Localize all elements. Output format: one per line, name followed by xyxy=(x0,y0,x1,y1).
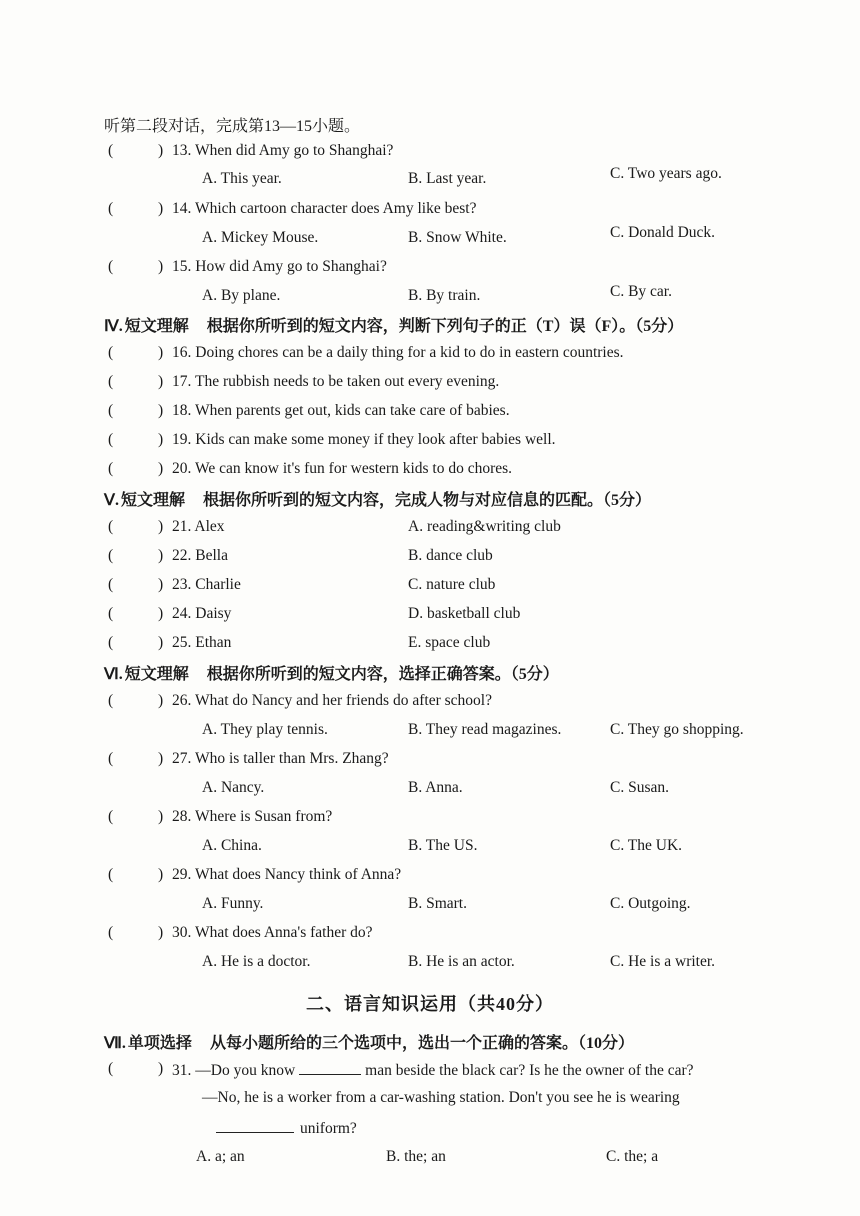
question-text: 30. What does Anna's father do? xyxy=(172,924,373,941)
answer-paren-left: ( xyxy=(108,460,114,477)
option-c: C. The UK. xyxy=(610,837,683,854)
answer-paren-right: ) xyxy=(158,924,164,941)
person-name: 23. Charlie xyxy=(172,576,241,593)
answer-paren-left: ( xyxy=(108,634,114,651)
question-text: 31. —Do you know man beside the black car? Is he the owner of the car? xyxy=(172,1062,694,1079)
option-a: A. China. xyxy=(202,837,262,854)
question-row xyxy=(0,924,860,950)
options-row xyxy=(0,895,860,921)
options-row xyxy=(0,721,860,747)
match-row xyxy=(0,547,860,573)
part-title: 二、语言知识运用（共40分） xyxy=(306,994,554,1014)
option-a: A. Mickey Mouse. xyxy=(202,229,319,246)
question-row xyxy=(0,808,860,834)
answer-paren-right: ) xyxy=(158,402,164,419)
match-row xyxy=(0,634,860,660)
section-heading-6: Ⅵ. 短文理解 根据你所听到的短文内容，选择正确答案。（5分） xyxy=(104,666,559,683)
option-b: B. By train. xyxy=(408,287,481,304)
match-option: A. reading&writing club xyxy=(408,518,561,535)
section-heading-4: Ⅳ. 短文理解 根据你所听到的短文内容，判断下列句子的正（T）误（F）。（5分） xyxy=(104,318,684,335)
question-text: 27. Who is taller than Mrs. Zhang? xyxy=(172,750,389,767)
answer-paren-left: ( xyxy=(108,605,114,622)
option-a: A. Funny. xyxy=(202,895,264,912)
answer-paren-right: ) xyxy=(158,547,164,564)
option-a: A. He is a doctor. xyxy=(202,953,311,970)
question-row xyxy=(0,866,860,892)
match-option: C. nature club xyxy=(408,576,496,593)
answer-paren-right: ) xyxy=(158,200,164,217)
option-c: C. He is a writer. xyxy=(610,953,716,970)
answer-paren-right: ) xyxy=(158,634,164,651)
question-text-continued: uniform? xyxy=(216,1118,357,1138)
option-b: B. the; an xyxy=(386,1148,446,1165)
answer-paren-left: ( xyxy=(108,373,114,390)
question-text: 13. When did Amy go to Shanghai? xyxy=(172,142,394,159)
question-row xyxy=(0,1060,860,1086)
option-b: B. They read magazines. xyxy=(408,721,562,738)
options-row xyxy=(0,953,860,979)
tf-row xyxy=(0,373,860,399)
question-row xyxy=(0,692,860,718)
option-a: A. By plane. xyxy=(202,287,281,304)
statement-text: 20. We can know it's fun for western kids to do chores. xyxy=(172,460,513,477)
answer-blank[interactable] xyxy=(299,1060,361,1075)
answer-paren-left: ( xyxy=(108,200,114,217)
intro-line xyxy=(0,113,860,139)
statement-text: 18. When parents get out, kids can take care of babies. xyxy=(172,402,510,419)
answer-blank[interactable] xyxy=(216,1118,294,1133)
match-row xyxy=(0,605,860,631)
match-option: E. space club xyxy=(408,634,491,651)
options-row xyxy=(0,165,860,196)
question-row xyxy=(0,142,860,168)
answer-paren-left: ( xyxy=(108,142,114,159)
question-text: 26. What do Nancy and her friends do after school? xyxy=(172,692,492,709)
tf-row xyxy=(0,344,860,370)
answer-paren-right: ) xyxy=(158,1060,164,1077)
question-text-continued: —No, he is a worker from a car-washing station. Don't you see he is wearing xyxy=(202,1089,680,1106)
answer-paren-left: ( xyxy=(108,576,114,593)
answer-paren-right: ) xyxy=(158,605,164,622)
answer-paren-left: ( xyxy=(108,692,114,709)
question-row xyxy=(0,258,860,284)
answer-paren-left: ( xyxy=(108,402,114,419)
answer-paren-right: ) xyxy=(158,431,164,448)
tf-row xyxy=(0,402,860,428)
option-a: A. This year. xyxy=(202,170,282,187)
option-a: A. a; an xyxy=(196,1148,245,1165)
answer-paren-right: ) xyxy=(158,692,164,709)
tf-row xyxy=(0,431,860,457)
options-row xyxy=(0,224,860,255)
options-row xyxy=(0,837,860,863)
answer-paren-left: ( xyxy=(108,1060,114,1077)
option-c: C. Susan. xyxy=(610,779,669,796)
option-b: B. Smart. xyxy=(408,895,467,912)
option-c: C. By car. xyxy=(610,283,672,300)
options-row xyxy=(0,779,860,805)
answer-paren-right: ) xyxy=(158,866,164,883)
option-c: C. Outgoing. xyxy=(610,895,691,912)
option-b: B. He is an actor. xyxy=(408,953,515,970)
match-row xyxy=(0,518,860,544)
answer-paren-left: ( xyxy=(108,750,114,767)
answer-paren-right: ) xyxy=(158,750,164,767)
options-row xyxy=(0,1148,860,1174)
tf-row xyxy=(0,460,860,486)
answer-paren-right: ) xyxy=(158,344,164,361)
answer-paren-right: ) xyxy=(158,142,164,159)
options-row xyxy=(0,283,860,313)
option-b: B. The US. xyxy=(408,837,478,854)
person-name: 25. Ethan xyxy=(172,634,232,651)
option-c: C. Two years ago. xyxy=(610,165,722,182)
answer-paren-right: ) xyxy=(158,258,164,275)
match-option: B. dance club xyxy=(408,547,493,564)
option-c: C. Donald Duck. xyxy=(610,224,716,241)
option-a: A. Nancy. xyxy=(202,779,265,796)
statement-text: 17. The rubbish needs to be taken out every evening. xyxy=(172,373,500,390)
answer-paren-right: ) xyxy=(158,576,164,593)
answer-paren-right: ) xyxy=(158,460,164,477)
option-c: C. the; a xyxy=(606,1148,659,1165)
option-c: C. They go shopping. xyxy=(610,721,744,738)
question-text: 29. What does Nancy think of Anna? xyxy=(172,866,402,883)
answer-paren-left: ( xyxy=(108,431,114,448)
statement-text: 19. Kids can make some money if they look after babies well. xyxy=(172,431,556,448)
option-b: B. Anna. xyxy=(408,779,463,796)
option-b: B. Snow White. xyxy=(408,229,507,246)
match-row xyxy=(0,576,860,602)
question-row xyxy=(0,200,860,226)
question-text: 14. Which cartoon character does Amy like best? xyxy=(172,200,477,217)
answer-paren-right: ) xyxy=(158,518,164,535)
answer-paren-left: ( xyxy=(108,808,114,825)
answer-paren-left: ( xyxy=(108,344,114,361)
person-name: 24. Daisy xyxy=(172,605,232,622)
question-row xyxy=(0,750,860,776)
answer-paren-left: ( xyxy=(108,518,114,535)
match-option: D. basketball club xyxy=(408,605,521,622)
option-a: A. They play tennis. xyxy=(202,721,328,738)
person-name: 22. Bella xyxy=(172,547,228,564)
answer-paren-left: ( xyxy=(108,866,114,883)
answer-paren-right: ) xyxy=(158,373,164,390)
question-text: 15. How did Amy go to Shanghai? xyxy=(172,258,387,275)
answer-paren-left: ( xyxy=(108,924,114,941)
answer-paren-left: ( xyxy=(108,547,114,564)
section-heading-7: Ⅶ. 单项选择 从每小题所给的三个选项中，选出一个正确的答案。（10分） xyxy=(104,1035,634,1052)
option-b: B. Last year. xyxy=(408,170,487,187)
person-name: 21. Alex xyxy=(172,518,225,535)
question-text: 28. Where is Susan from? xyxy=(172,808,333,825)
statement-text: 16. Doing chores can be a daily thing for a kid to do in eastern countries. xyxy=(172,344,624,361)
intro-text: 听第二段对话，完成第13—15小题。 xyxy=(104,118,361,135)
section-heading-5: Ⅴ. 短文理解 根据你所听到的短文内容，完成人物与对应信息的匹配。（5分） xyxy=(104,492,651,509)
answer-paren-left: ( xyxy=(108,258,114,275)
answer-paren-right: ) xyxy=(158,808,164,825)
